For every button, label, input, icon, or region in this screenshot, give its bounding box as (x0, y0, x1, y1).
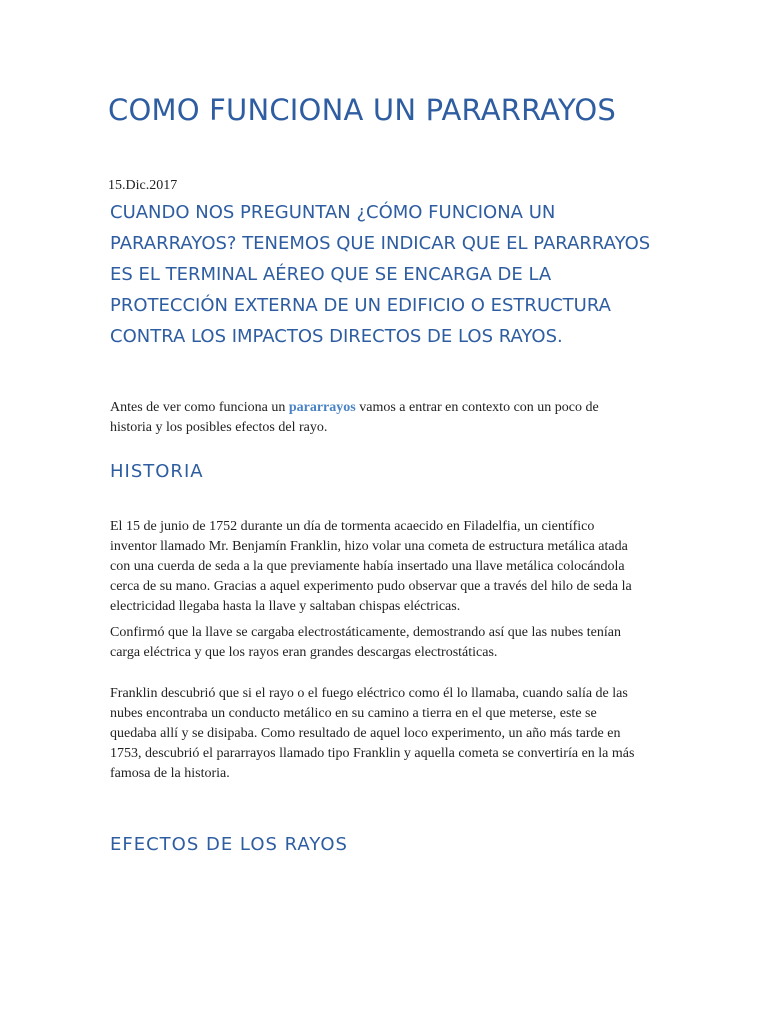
intro-paragraph (110, 398, 642, 438)
historia-paragraph-2: Confirmó que la llave se cargaba electrostáticamente, demostrando así que las nubes tenían carga eléctrica y que los rayos eran grandes descargas electrostáticas. (110, 625, 621, 660)
intro-text-after: vamos a entrar en contexto con un poco de historia y los posibles efectos del rayo. (110, 400, 599, 435)
historia-paragraph-3: Franklin descubrió que si el rayo o el fuego eléctrico como él lo llamaba, cuando salía de las nubes encontraba un conducto metálico en su camino a tierra en el que meterse, este se quedaba allí y se disipaba. Como resultado de aquel loco experimento, un año más tarde en 1753, descubrió el pararrayos llamado tipo Franklin y aquella cometa se convertiría en la más famosa de la historia. (110, 686, 635, 781)
page-subtitle: CUANDO NOS PREGUNTAN ¿CÓMO FUNCIONA UN PARARRAYOS? TENEMOS QUE INDICAR QUE EL PARARRAYOS ES EL TERMINAL AÉREO QUE SE ENCARGA DE LA PROTECCIÓN EXTERNA DE UN EDIFICIO O ESTRUCTURA CONTRA LOS IMPACTOS DIRECTOS DE LOS RAYOS. (110, 202, 651, 347)
page-title: COMO FUNCIONA UN PARARRAYOS (108, 93, 617, 127)
section-heading-historia: HISTORIA (110, 461, 204, 482)
intro-text-before: Antes de ver como funciona un (110, 400, 289, 415)
publish-date: 15.Dic.2017 (108, 178, 178, 193)
historia-paragraph-1: El 15 de junio de 1752 durante un día de tormenta acaecido en Filadelfia, un científico inventor llamado Mr. Benjamín Franklin, hizo volar una cometa de estructura metálica atada con una cuerda de seda a la que previamente había insertado una llave metálica colocándola cerca de su mano. Gracias a aquel experimento pudo observar que a través del hilo de seda la electricidad llegaba hasta la llave y saltaban chispas eléctricas. (110, 519, 632, 614)
section-heading-efectos: EFECTOS DE LOS RAYOS (110, 834, 348, 855)
pararrayos-link[interactable]: pararrayos (288, 400, 356, 415)
